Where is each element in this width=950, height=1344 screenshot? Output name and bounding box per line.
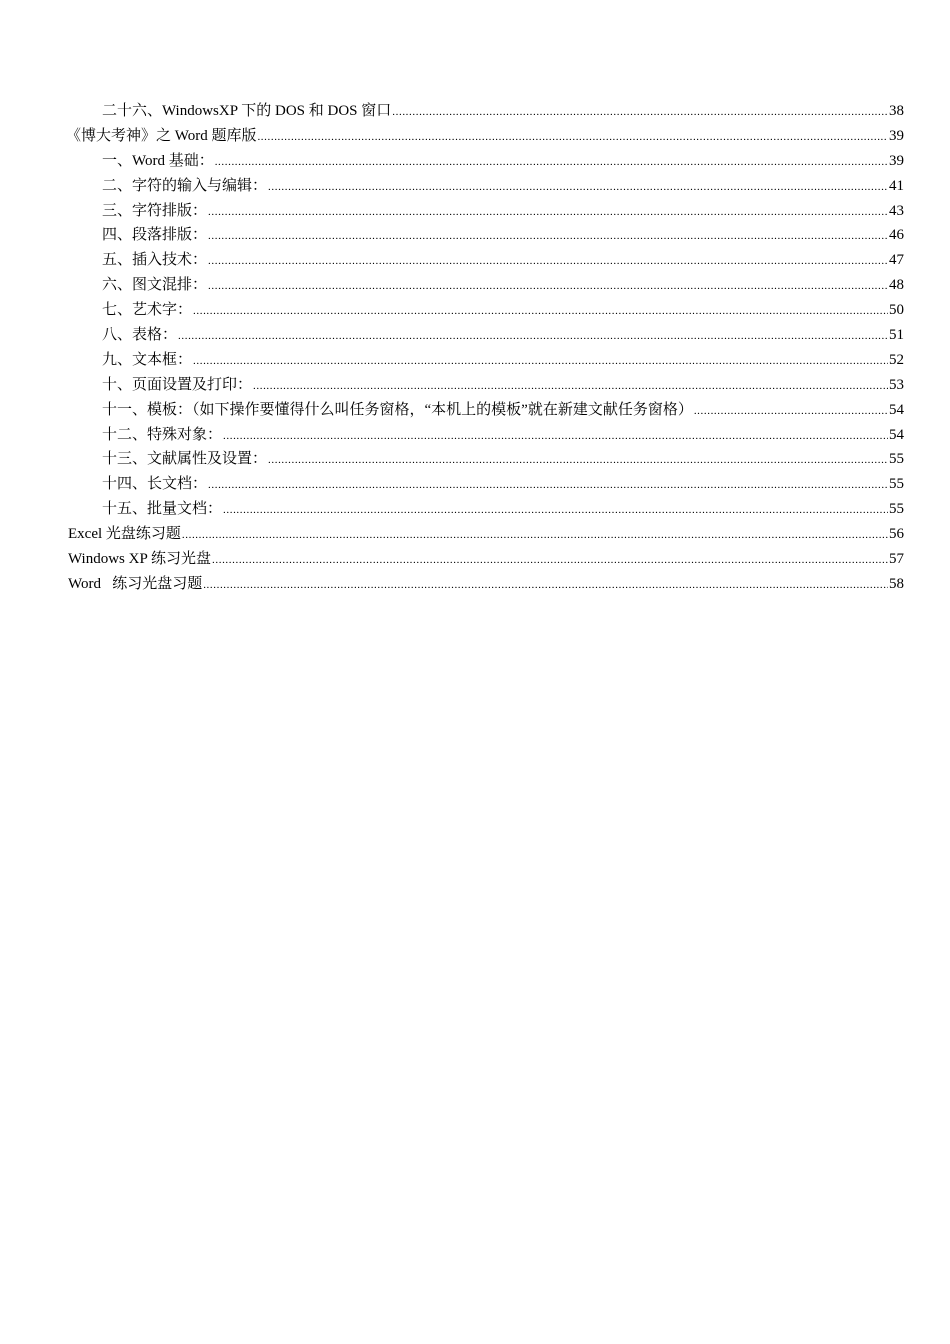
toc-entry[interactable] [68,174,904,199]
toc-entry[interactable] [68,223,904,248]
toc-entry[interactable] [68,472,904,497]
toc-entry-title: 八、表格： [102,327,178,344]
toc-dot-leader [182,522,888,547]
toc-entry-title: 十一、模板：（如下操作要懂得什么叫任务窗格，“本机上的模板”就在新建文献任务窗格） [102,401,693,418]
toc-dot-leader [223,497,888,522]
toc-entry-title: 七、艺术字： [102,302,193,319]
toc-page-number: 55 [889,476,904,493]
toc-entry-title: 十五、批量文档： [102,501,223,518]
toc-dot-leader [257,124,888,149]
toc-entry-title: 九、文本框： [102,351,193,368]
toc-entry-title: 五、插入技术： [102,252,208,269]
table-of-contents [68,99,904,597]
toc-entry[interactable] [68,348,904,373]
toc-dot-leader [203,572,888,597]
toc-entry[interactable] [68,99,904,124]
toc-dot-leader [208,199,888,224]
toc-entry-title: 《博大考神》之 Word 题库版 [66,127,257,144]
toc-dot-leader [208,472,888,497]
toc-dot-leader [223,423,888,448]
toc-page-number: 54 [889,426,904,443]
toc-entry[interactable] [68,298,904,323]
toc-page-number: 39 [889,152,904,169]
toc-entry[interactable] [68,423,904,448]
toc-page-number: 57 [889,551,904,568]
toc-dot-leader [178,323,888,348]
toc-entry-title: 二十六、WindowsXP 下的 DOS 和 DOS 窗口 [102,103,392,119]
toc-entry-title: 十二、特殊对象： [102,426,223,443]
toc-page-number: 52 [889,351,904,368]
toc-page-number: 43 [889,202,904,219]
toc-entry[interactable] [66,124,904,149]
toc-entry-title: 一、Word 基础： [102,152,214,169]
toc-entry[interactable] [68,522,904,547]
toc-dot-leader [212,547,888,572]
toc-entry-title: 六、图文混排： [102,277,208,294]
toc-entry-title: 二、字符的输入与编辑： [102,177,268,194]
toc-entry[interactable] [68,398,904,423]
toc-page-number: 39 [889,127,904,144]
toc-page-number: 51 [889,327,904,344]
toc-entry[interactable] [68,199,904,224]
toc-dot-leader [268,447,888,472]
toc-page-number: 56 [889,526,904,543]
toc-page-number: 50 [889,302,904,319]
toc-entry[interactable] [68,273,904,298]
toc-dot-leader [392,99,888,124]
toc-entry-title: Excel 光盘练习题 [68,526,181,543]
toc-dot-leader [268,174,888,199]
toc-entry[interactable] [68,447,904,472]
toc-entry[interactable] [68,248,904,273]
toc-dot-leader [253,373,888,398]
toc-entry-title: Windows XP 练习光盘 [68,551,212,568]
toc-page-number: 54 [889,401,904,418]
toc-page-number: 55 [889,501,904,518]
toc-dot-leader [208,223,888,248]
toc-page-number: 53 [889,376,904,393]
toc-page-number: 38 [889,103,904,119]
toc-page-number: 46 [889,227,904,244]
toc-entry-title: 四、段落排版： [102,227,208,244]
toc-entry[interactable] [68,149,904,174]
toc-dot-leader [215,149,888,174]
toc-entry[interactable] [68,572,904,597]
toc-dot-leader [208,248,888,273]
toc-page-number: 55 [889,451,904,468]
toc-page-number: 41 [889,177,904,194]
toc-entry-title: Word 练习光盘习题 [68,575,203,592]
toc-entry-title: 十三、文献属性及设置： [102,451,268,468]
toc-dot-leader [193,298,888,323]
toc-page-number: 58 [889,575,904,592]
toc-entry-title: 三、字符排版： [102,202,208,219]
toc-entry[interactable] [68,547,904,572]
toc-page-number: 47 [889,252,904,269]
toc-dot-leader [208,273,888,298]
toc-entry-title: 十、页面设置及打印： [102,376,253,393]
toc-entry[interactable] [68,323,904,348]
toc-page-number: 48 [889,277,904,294]
toc-dot-leader [694,398,888,423]
toc-entry[interactable] [68,373,904,398]
toc-dot-leader [193,348,888,373]
toc-entry-title: 十四、长文档： [102,476,208,493]
toc-entry[interactable] [68,497,904,522]
